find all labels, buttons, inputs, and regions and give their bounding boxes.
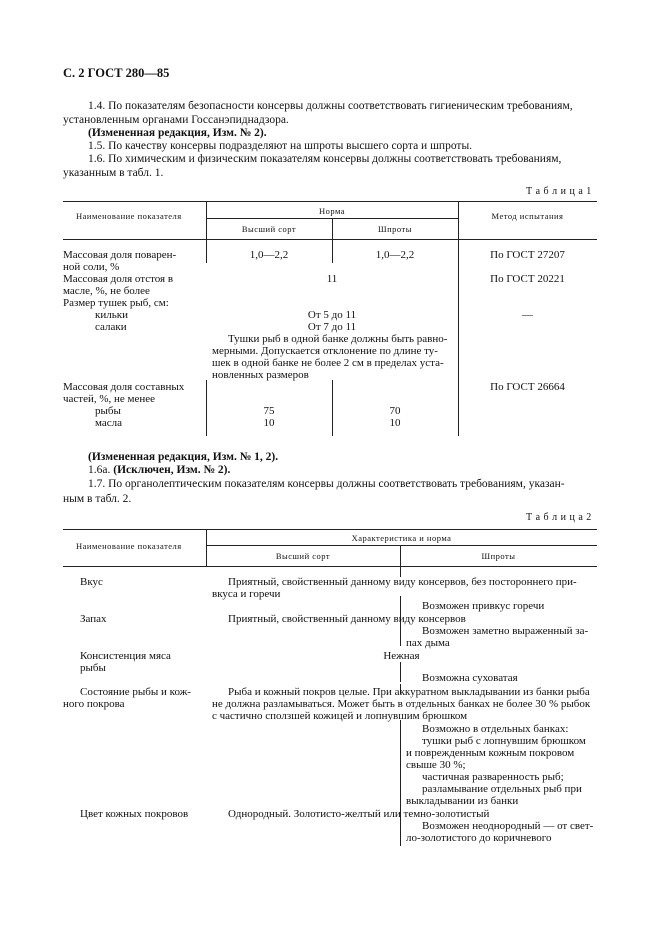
table1-size-kilki: кильки bbox=[95, 309, 128, 321]
table1-top-border bbox=[63, 201, 597, 202]
table1-header-sprats: Шпроты bbox=[378, 224, 412, 234]
table2-state-highest-1: Рыба и кожный покров целые. При аккуратном выкладывании из банки рыба bbox=[228, 686, 590, 698]
table1-comp-oil-sprats: 10 bbox=[389, 417, 401, 429]
table2-state-highest-2: не должна разламываться. Может быть в отдельных банках не более 30 % рыбок bbox=[212, 698, 591, 710]
table1-size-kilki-value: От 5 до 11 bbox=[307, 309, 357, 321]
table1-waste-label-2: масле, %, не более bbox=[63, 285, 150, 297]
table2-header-char: Характеристика и норма bbox=[351, 533, 452, 543]
table1-header-method: Метод испытания bbox=[491, 211, 564, 221]
table2-state-label: Состояние рыбы и кож- bbox=[80, 686, 191, 698]
table2-header-bottom bbox=[63, 566, 597, 567]
edit-note-2: (Измененная редакция, Изм. № 1, 2). bbox=[88, 451, 279, 463]
table2-header-sprats: Шпроты bbox=[481, 551, 516, 561]
paragraph-1-4-cont: установленным органами Госсанэпиднадзора. bbox=[63, 114, 289, 126]
table2-state-sprats-4: свыше 30 %; bbox=[406, 759, 466, 771]
paragraph-1-6a-removed: (Исключен, Изм. № 2). bbox=[113, 464, 231, 476]
table2-color-sprats-1: Возможен неоднородный — от свет- bbox=[422, 820, 594, 832]
table1-comp-method: По ГОСТ 26664 bbox=[490, 381, 565, 393]
paragraph-1-6: 1.6. По химическим и физическим показателям консервы должны соответствовать требованиям, bbox=[88, 153, 562, 165]
table2-consistency-highest: Нежная bbox=[383, 650, 420, 662]
table1-comp-fish-highest: 75 bbox=[263, 405, 275, 417]
table2-color-label: Цвет кожных покровов bbox=[80, 808, 189, 820]
table1-salt-method: По ГОСТ 27207 bbox=[490, 249, 565, 261]
paragraph-1-7: 1.7. По органолептическим показателям консервы должны соответствовать требованиям, указан- bbox=[88, 478, 565, 490]
table1-size-note-2: мерными. Допускается отклонение по длине ту- bbox=[212, 345, 438, 357]
table1-header-highest: Высший сорт bbox=[241, 224, 297, 234]
table1-header-indicator: Наименование показателя bbox=[76, 211, 182, 221]
table2-header-highest: Высший сорт bbox=[275, 551, 331, 561]
table1-size-label: Размер тушек рыб, см: bbox=[63, 297, 169, 309]
table2-top-border bbox=[63, 529, 597, 530]
table2-consistency-label-2: рыбы bbox=[80, 662, 106, 674]
table2-char-divider bbox=[206, 545, 597, 546]
table2-smell-sprats-1: Возможен заметно выраженный за- bbox=[422, 625, 589, 637]
table2-state-sprats-1: Возможно в отдельных банках: bbox=[422, 723, 569, 735]
table1-salt-label: Массовая доля поварен- bbox=[63, 249, 177, 261]
table1-comp-label: Массовая доля составных bbox=[63, 381, 185, 393]
table2-state-highest-3: с частично сползшей кожицей и лопнувшим брюшком bbox=[212, 710, 468, 722]
table2-taste-label: Вкус bbox=[80, 576, 103, 588]
table1-comp-label-2: частей, %, не менее bbox=[63, 393, 156, 405]
table2-vline-2f bbox=[400, 720, 401, 808]
table1-waste-value: 11 bbox=[326, 273, 338, 285]
table2-taste-sprats: Возможен привкус горечи bbox=[422, 600, 545, 612]
table2-vline-2 bbox=[400, 545, 401, 577]
table1-comp-fish-sprats: 70 bbox=[389, 405, 401, 417]
table2-consistency-label: Консистенция мяса bbox=[80, 650, 171, 662]
paragraph-1-7-cont: ным в табл. 2. bbox=[63, 493, 132, 505]
table1-waste-method: По ГОСТ 20221 bbox=[490, 273, 565, 285]
table1-size-method: — bbox=[522, 309, 533, 321]
table1-comp-oil-highest: 10 bbox=[263, 417, 275, 429]
table1-salt-label-2: ной соли, % bbox=[63, 261, 120, 273]
table2-smell-sprats-2: пах дыма bbox=[406, 637, 450, 649]
page-header: С. 2 ГОСТ 280—85 bbox=[63, 66, 170, 80]
table1-waste-label: Массовая доля отстоя в bbox=[63, 273, 174, 285]
table1-size-note-1: Тушки рыб в одной банке должны быть равно- bbox=[228, 333, 448, 345]
table2-state-sprats-6: разламывание отдельных рыб при bbox=[422, 783, 582, 795]
table2-vline-2d bbox=[400, 662, 401, 682]
table1-size-note-4: новленных размеров bbox=[212, 369, 309, 381]
table2-state-label-2: ного покрова bbox=[63, 698, 125, 710]
table1-comp-fish: рыбы bbox=[95, 405, 121, 417]
table2-consistency-sprats: Возможна суховатая bbox=[422, 672, 518, 684]
table2-state-sprats-7: выкладывании из банки bbox=[406, 795, 519, 807]
paragraph-1-6a-prefix: 1.6а. bbox=[88, 464, 111, 476]
table1-size-salaki: салаки bbox=[95, 321, 127, 333]
table2-vline-2b bbox=[400, 596, 401, 610]
table2-color-highest: Однородный. Золотисто-желтый или темно-золотистый bbox=[228, 808, 490, 820]
table1-header-norm: Норма bbox=[318, 206, 346, 216]
table1-salt-sprats: 1,0—2,2 bbox=[375, 249, 415, 261]
table2-state-sprats-2: тушки рыб с лопнувшим брюшком bbox=[422, 735, 586, 747]
edit-note-1: (Измененная редакция, Изм. № 2). bbox=[88, 127, 267, 139]
table1-size-salaki-value: От 7 до 11 bbox=[307, 321, 357, 333]
table1-salt-highest: 1,0—2,2 bbox=[249, 249, 289, 261]
table1-caption: Т а б л и ц а 1 bbox=[526, 186, 592, 197]
paragraph-1-4: 1.4. По показателям безопасности консервы должны соответствовать гигиеническим требованиям, bbox=[88, 100, 573, 112]
table2-caption: Т а б л и ц а 2 bbox=[526, 512, 592, 523]
table2-smell-highest: Приятный, свойственный данному виду консервов bbox=[228, 613, 466, 625]
table2-color-sprats-2: ло-золотистого до коричневого bbox=[406, 832, 552, 844]
table1-header-bottom bbox=[63, 239, 597, 240]
table2-header-indicator: Наименование показателя bbox=[76, 541, 182, 551]
table2-taste-highest-2: вкуса и горечи bbox=[212, 588, 281, 600]
paragraph-1-6a bbox=[88, 464, 230, 476]
table1-size-note-3: шек в одной банке не более 2 см в пределах уста- bbox=[212, 357, 444, 369]
paragraph-1-6-cont: указанным в табл. 1. bbox=[63, 167, 164, 179]
table1-comp-oil: масла bbox=[95, 417, 123, 429]
table2-state-sprats-3: и поврежденным кожным покровом bbox=[406, 747, 575, 759]
table2-taste-highest-1: Приятный, свойственный данному виду консервов, без постороннего при- bbox=[228, 576, 577, 588]
paragraph-1-5: 1.5. По качеству консервы подразделяют на шпроты высшего сорта и шпроты. bbox=[88, 140, 473, 152]
table2-smell-label: Запах bbox=[80, 613, 107, 625]
table2-state-sprats-5: частичная разваренность рыб; bbox=[422, 771, 564, 783]
